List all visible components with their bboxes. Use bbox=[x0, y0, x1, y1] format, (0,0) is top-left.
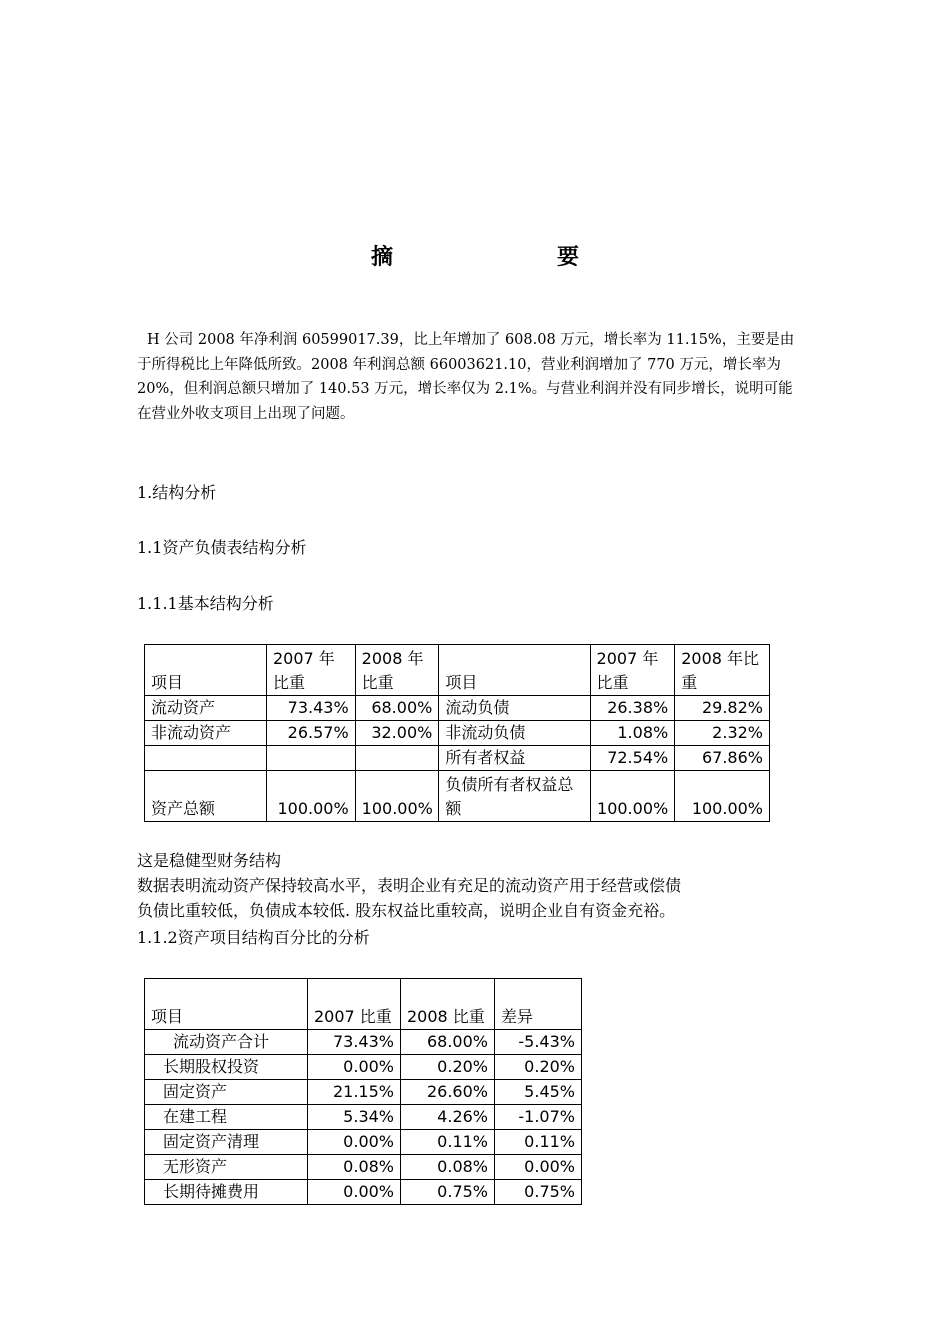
heading-basic-structure: 1.1.1基本结构分析 bbox=[137, 594, 274, 613]
note-line: 这是稳健型财务结构 bbox=[137, 851, 282, 870]
table-cell: 非流动资产 bbox=[145, 721, 267, 746]
table-cell: 26.57% bbox=[266, 721, 355, 746]
table-cell: 29.82% bbox=[675, 696, 770, 721]
table-cell: 100.00% bbox=[675, 771, 770, 822]
table-cell: -1.07% bbox=[495, 1105, 582, 1130]
table-cell: 0.00% bbox=[308, 1130, 401, 1155]
table-cell: 流动资产合计 bbox=[145, 1030, 308, 1055]
table-cell: 所有者权益 bbox=[439, 746, 590, 771]
table-cell: 无形资产 bbox=[145, 1155, 308, 1180]
heading-asset-percentage: 1.1.2资产项目结构百分比的分析 bbox=[137, 928, 370, 947]
table-cell: 32.00% bbox=[355, 721, 439, 746]
table-header-row bbox=[145, 645, 770, 696]
table-cell: 0.11% bbox=[401, 1130, 495, 1155]
note-line: 数据表明流动资产保持较高水平，表明企业有充足的流动资产用于经营或偿债 bbox=[137, 876, 682, 895]
abstract-paragraph: H 公司 2008 年净利润 60599017.39，比上年增加了 608.08 万元，增长率为 11.15%，主要是由于所得税比上年降低所致。2008 年利润总额 66003621.10，营业利润增加了 770 万元，增长率为 20%，但利润总额只增加了 140.53 万元，增长率仅为 2.1%。与营业利润并没有同步增长，说明可能在营业外收支项目上出现了问题。 bbox=[137, 332, 795, 422]
table-cell: 100.00% bbox=[355, 771, 439, 822]
table-cell: 68.00% bbox=[401, 1030, 495, 1055]
header-cell: 项目 bbox=[145, 979, 308, 1030]
table-cell: 26.38% bbox=[590, 696, 675, 721]
table-cell bbox=[145, 746, 267, 771]
table-cell: 100.00% bbox=[266, 771, 355, 822]
table-cell: 5.45% bbox=[495, 1080, 582, 1105]
header-cell: 2007 年比重 bbox=[266, 645, 355, 696]
table-row bbox=[145, 1130, 582, 1155]
table-row bbox=[145, 746, 770, 771]
header-cell: 2008 年比重 bbox=[675, 645, 770, 696]
table-cell: 100.00% bbox=[590, 771, 675, 822]
table-cell: 非流动负债 bbox=[439, 721, 590, 746]
table-cell: 0.00% bbox=[308, 1180, 401, 1205]
table-row bbox=[145, 696, 770, 721]
basic-structure-table bbox=[144, 644, 770, 822]
table-cell: 0.08% bbox=[401, 1155, 495, 1180]
header-cell: 2007 比重 bbox=[308, 979, 401, 1030]
header-cell: 项目 bbox=[145, 645, 267, 696]
note-line: 负债比重较低，负债成本较低. 股东权益比重较高，说明企业自有资金充裕。 bbox=[137, 901, 676, 920]
table-row bbox=[145, 1180, 582, 1205]
table-cell: 73.43% bbox=[266, 696, 355, 721]
table-cell: 72.54% bbox=[590, 746, 675, 771]
header-cell: 项目 bbox=[439, 645, 590, 696]
table-cell: 0.00% bbox=[308, 1055, 401, 1080]
asset-percentage-table bbox=[144, 978, 582, 1205]
table-cell: 0.75% bbox=[401, 1180, 495, 1205]
table-cell: 0.00% bbox=[495, 1155, 582, 1180]
heading-balance-sheet-structure: 1.1资产负债表结构分析 bbox=[137, 538, 307, 557]
table-cell: 1.08% bbox=[590, 721, 675, 746]
table-cell: 流动负债 bbox=[439, 696, 590, 721]
table-cell: 固定资产 bbox=[145, 1080, 308, 1105]
table-cell: 0.08% bbox=[308, 1155, 401, 1180]
table-cell bbox=[355, 746, 439, 771]
table-cell: 长期股权投资 bbox=[145, 1055, 308, 1080]
table-cell: 长期待摊费用 bbox=[145, 1180, 308, 1205]
table-cell: 4.26% bbox=[401, 1105, 495, 1130]
table-cell: -5.43% bbox=[495, 1030, 582, 1055]
table-row bbox=[145, 1030, 582, 1055]
table-cell: 在建工程 bbox=[145, 1105, 308, 1130]
table-cell: 流动资产 bbox=[145, 696, 267, 721]
table-cell: 5.34% bbox=[308, 1105, 401, 1130]
heading-structure-analysis: 1.结构分析 bbox=[137, 483, 217, 502]
header-cell: 2007 年比重 bbox=[590, 645, 675, 696]
table-row bbox=[145, 1080, 582, 1105]
page-title: 摘 要 bbox=[370, 244, 619, 270]
table-header-row bbox=[145, 979, 582, 1030]
table-cell: 2.32% bbox=[675, 721, 770, 746]
table-cell: 67.86% bbox=[675, 746, 770, 771]
header-cell: 差异 bbox=[495, 979, 582, 1030]
table-cell: 资产总额 bbox=[145, 771, 267, 822]
table-cell: 负债所有者权益总额 bbox=[439, 771, 590, 822]
table-cell: 0.75% bbox=[495, 1180, 582, 1205]
table-row bbox=[145, 721, 770, 746]
table-cell: 0.20% bbox=[495, 1055, 582, 1080]
table-cell: 26.60% bbox=[401, 1080, 495, 1105]
table-row bbox=[145, 1055, 582, 1080]
table-cell: 73.43% bbox=[308, 1030, 401, 1055]
header-cell: 2008 比重 bbox=[401, 979, 495, 1030]
table-row bbox=[145, 771, 770, 822]
table-cell: 21.15% bbox=[308, 1080, 401, 1105]
table-cell: 固定资产清理 bbox=[145, 1130, 308, 1155]
table-cell bbox=[266, 746, 355, 771]
table-cell: 0.11% bbox=[495, 1130, 582, 1155]
table-cell: 0.20% bbox=[401, 1055, 495, 1080]
header-cell: 2008 年比重 bbox=[355, 645, 439, 696]
table-cell: 68.00% bbox=[355, 696, 439, 721]
table-row bbox=[145, 1105, 582, 1130]
table-row bbox=[145, 1155, 582, 1180]
